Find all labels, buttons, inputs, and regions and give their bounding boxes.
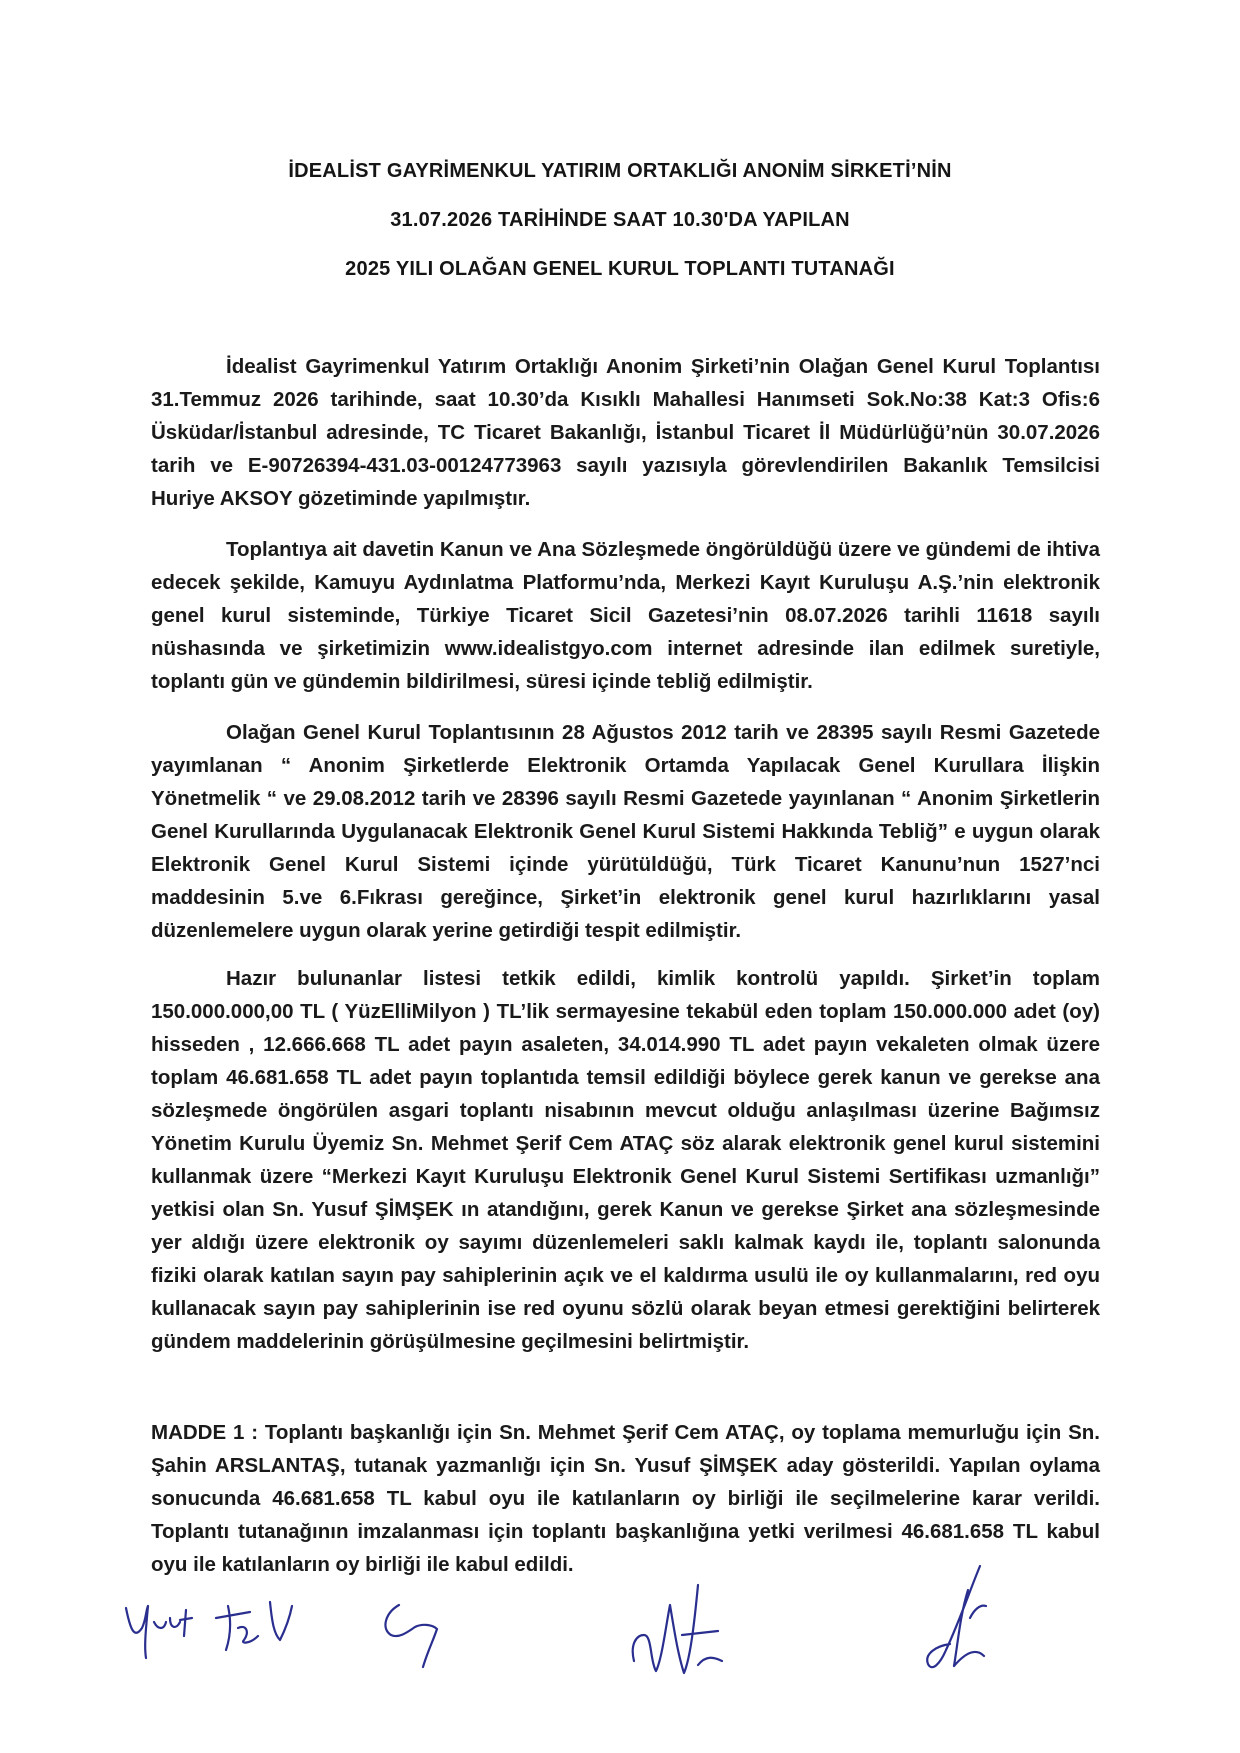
document-title-line-1: İDEALİST GAYRİMENKUL YATIRIM ORTAKLIĞI ANONİM SİRKETİ’NİN (288, 160, 952, 182)
paragraph-text: İdealist Gayrimenkul Yatırım Ortaklığı Anonim Şirketi’nin Olağan Genel Kurul Toplantısı 31.Temmuz 2026 tarihinde, saat 10.30’da Kısıklı Mahallesi Hanımseti Sok.No:38 Kat:3 Ofis:6 Üsküdar/İstanbul adresinde, TC Ticaret Bakanlığı, İstanbul Ticaret İl Müdürlüğü’nün 30.07.2026 tarih ve E-90726394-431.03-00124773963 sayılı yazısıyla görevlendirilen Bakanlık Temsilcisi Huriye AKSOY gözetiminde yapılmıştır. (151, 355, 1100, 510)
paragraph-meeting-info (151, 350, 1100, 515)
paragraph-electronic-assembly (151, 716, 1100, 947)
document-title-line-3: 2025 YILI OLAĞAN GENEL KURUL TOPLANTI TUTANAĞI (345, 258, 895, 280)
signature-3 (620, 1565, 730, 1685)
document-title-line-2: 31.07.2026 TARİHİNDE SAAT 10.30'DA YAPILAN (390, 209, 850, 231)
signature-2 (375, 1595, 445, 1675)
signature-4 (910, 1560, 1020, 1680)
paragraph-invitation (151, 533, 1100, 698)
paragraph-text: MADDE 1 : Toplantı başkanlığı için Sn. Mehmet Şerif Cem ATAÇ, oy toplama memurluğu için Sn. Şahin ARSLANTAŞ, tutanak yazmanlığı için Sn. Yusuf ŞİMŞEK aday gösterildi. Yapılan oylama sonucunda 46.681.658 TL kabul oyu ile katılanların oy birliği ile seçilmelerine karar verildi. Toplantı tutanağının imzalanması için toplantı başkanlığına yetki verilmesi 46.681.658 TL kabul oyu ile katılanların oy birliği ile kabul edildi. (151, 1421, 1100, 1576)
paragraph-article-1 (151, 1416, 1100, 1581)
signature-1 (120, 1588, 310, 1668)
paragraph-text: Toplantıya ait davetin Kanun ve Ana Sözleşmede öngörüldüğü üzere ve gündemi de ihtiva edecek şekilde, Kamuyu Aydınlatma Platformu’nda, Merkezi Kayıt Kuruluşu A.Ş.’nin elektronik genel kurul sisteminde, Türkiye Ticaret Sicil Gazetesi’nin 08.07.2026 tarihli 11618 sayılı nüshasında ve şirketimizin www.idealistgyo.com internet adresinde ilan edilmek suretiyle, toplantı gün ve gündemin bildirilmesi, süresi içinde tebliğ edilmiştir. (151, 538, 1100, 693)
paragraph-text: Olağan Genel Kurul Toplantısının 28 Ağustos 2012 tarih ve 28395 sayılı Resmi Gazetede yayımlanan “ Anonim Şirketlerde Elektronik Ortamda Yapılacak Genel Kurullara İlişkin Yönetmelik “ ve 29.08.2012 tarih ve 28396 sayılı Resmi Gazetede yayınlanan “ Anonim Şirketlerin Genel Kurullarında Uygulanacak Elektronik Genel Kurul Sistemi Hakkında Tebliğ” e uygun olarak Elektronik Genel Kurul Sistemi içinde yürütüldüğü, Türk Ticaret Kanunu’nun 1527’nci maddesinin 5.ve 6.Fıkrası gereğince, Şirket’in elektronik genel kurul hazırlıklarını yasal düzenlemelere uygun olarak yerine getirdiği tespit edilmiştir. (151, 721, 1100, 942)
paragraph-text: Hazır bulunanlar listesi tetkik edildi, kimlik kontrolü yapıldı. Şirket’in toplam 150.000.000,00 TL ( YüzElliMilyon ) TL’lik sermayesine tekabül eden toplam 150.000.000 adet (oy) hisseden , 12.666.668 TL adet payın asaleten, 34.014.990 TL adet payın vekaleten olmak üzere toplam 46.681.658 TL adet payın toplantıda temsil edildiği böylece gerek kanun ve gerekse ana sözleşmede öngörülen asgari toplantı nisabının mevcut olduğu anlaşılması üzerine Bağımsız Yönetim Kurulu Üyemiz Sn. Mehmet Şerif Cem ATAÇ söz alarak elektronik genel kurul sistemini kullanmak üzere “Merkezi Kayıt Kuruluşu Elektronik Genel Kurul Sistemi Sertifikası uzmanlığı” yetkisi olan Sn. Yusuf ŞİMŞEK ın atandığını, gerek Kanun ve gerekse Şirket ana sözleşmesinde yer aldığı üzere elektronik oy sayımı düzenlemeleri saklı kalmak kaydı ile, toplantı salonunda fiziki olarak katılan sayın pay sahiplerinin açık ve el kaldırma usulü ile oy kullanmalarını, red oyu kullanacak sayın pay sahiplerinin ise red oyunu sözlü olarak beyan etmesi gerektiğini belirterek gündem maddelerinin görüşülmesine geçilmesini belirtmiştir. (151, 967, 1100, 1353)
paragraph-attendance (151, 962, 1100, 1358)
